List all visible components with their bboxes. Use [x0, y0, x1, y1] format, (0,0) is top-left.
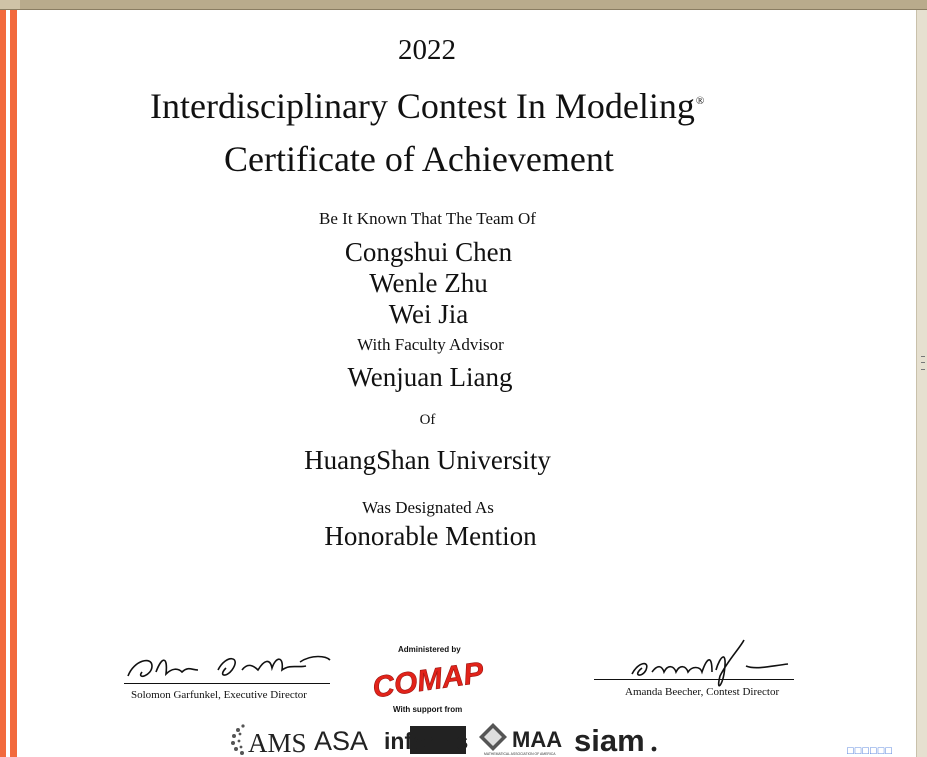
advisor-label: With Faculty Advisor [357, 335, 504, 354]
ams-logo-text: AMS [248, 728, 307, 757]
informs-logo-text: informs [384, 728, 469, 754]
of-label: Of [419, 412, 436, 428]
asa-logo-text: ASA [314, 726, 369, 756]
registered-trademark: ® [695, 95, 705, 107]
team-member: Wenle Zhu [369, 268, 488, 298]
intro-line: Be It Known That The Team Of [319, 209, 536, 228]
informs-logo [382, 720, 470, 757]
team-member: Wei Jia [388, 299, 469, 329]
comap-logo [370, 650, 486, 705]
ams-dots-icon [231, 724, 245, 755]
administered-by-label: Administered by [398, 645, 461, 654]
asa-logo [314, 720, 376, 757]
signature-line-left [124, 683, 330, 684]
siam-logo-text: siam [574, 723, 645, 757]
designation-label: Was Designated As [362, 498, 494, 517]
certificate-title: Certificate of Achievement [224, 139, 614, 179]
contest-name-text: Interdisciplinary Contest In Modeling [150, 86, 695, 126]
top-bar-accent [0, 0, 20, 9]
support-label: With support from [393, 705, 463, 714]
signature-line-right [594, 679, 794, 680]
team-member: Congshui Chen [344, 237, 513, 267]
contest-director-caption: Amanda Beecher, Contest Director [625, 686, 780, 698]
advisor-name: Wenjuan Liang [347, 362, 513, 392]
signature-left [122, 646, 334, 688]
maa-logo [476, 720, 568, 757]
comap-logo-text: COMAP [370, 656, 486, 705]
maa-tagline: MATHEMATICAL ASSOCIATION OF AMERICA [484, 752, 556, 756]
institution-name: HuangShan University [304, 445, 551, 475]
corner-link[interactable]: □□□□□□ [847, 745, 893, 757]
certificate-year: 2022 [398, 34, 456, 66]
scrollbar-grip[interactable] [921, 356, 925, 370]
contest-name [150, 85, 704, 127]
siam-logo [574, 720, 658, 757]
window-top-bar [0, 0, 927, 10]
ams-logo [228, 720, 310, 757]
maa-logo-text: MAA [512, 727, 563, 752]
vertical-scrollbar[interactable] [916, 10, 927, 757]
executive-director-caption: Solomon Garfunkel, Executive Director [131, 689, 307, 701]
award-title: Honorable Mention [324, 521, 537, 551]
